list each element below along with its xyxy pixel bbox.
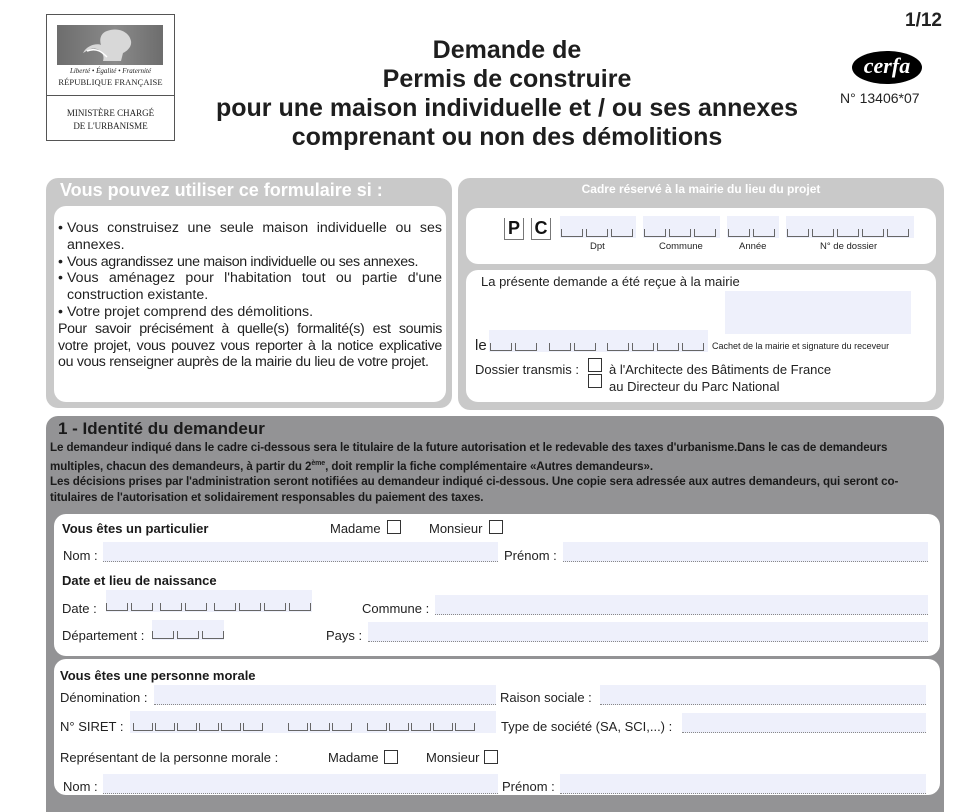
- mairie-frame-title: Cadre réservé à la mairie du lieu du projet: [581, 182, 821, 196]
- eligibility-box: [46, 178, 452, 408]
- raison-sociale-input[interactable]: [600, 685, 926, 705]
- title-line-2: Permis de construire: [382, 65, 632, 93]
- denomination-input[interactable]: [154, 685, 496, 705]
- eligibility-bullet: • Vous aménagez pour l'habitation tout ou partie d'une construction existante.: [58, 270, 442, 304]
- representant-prenom-input[interactable]: [560, 774, 926, 794]
- dpt-label: Dpt: [590, 241, 605, 252]
- commune-label: Commune :: [362, 601, 430, 616]
- logo-motto: Liberté • Égalité • Fraternité: [69, 67, 152, 75]
- commune-code-label: Commune: [659, 241, 703, 252]
- transmis-abf-checkbox[interactable]: [588, 358, 602, 372]
- desc-part-1: Le demandeur indiqué dans le cadre ci-dessous sera le titulaire de la future autorisation et le redevable des taxes d'urbanisme.Dans le cas de demandeurs multiples, chacun des demandeurs, à partir du 2: [50, 441, 888, 473]
- departement-label: Département :: [62, 628, 145, 643]
- representant-madame-label: Madame: [328, 750, 379, 765]
- transmis-parc-label: au Directeur du Parc National: [609, 379, 780, 394]
- reception-panel: [466, 270, 936, 402]
- birth-date-field[interactable]: [106, 590, 312, 612]
- commune-code-field[interactable]: [643, 216, 720, 238]
- madame-label: Madame: [330, 521, 381, 536]
- transmis-abf-label: à l'Architecte des Bâtiments de France: [609, 362, 832, 377]
- type-societe-label: Type de société (SA, SCI,...) :: [501, 719, 673, 734]
- dpt-field[interactable]: [560, 216, 636, 238]
- representant-monsieur-label: Monsieur: [426, 750, 480, 765]
- desc-superscript: ème: [311, 459, 326, 467]
- monsieur-checkbox[interactable]: [489, 520, 503, 534]
- representant-label: Représentant de la personne morale :: [60, 750, 279, 765]
- dossier-number-label: N° de dossier: [820, 241, 878, 252]
- morale-heading: Vous êtes une personne morale: [60, 668, 256, 683]
- marianne-icon: [57, 25, 163, 65]
- title-line-4: comprenant ou non des démolitions: [291, 123, 723, 151]
- transmis-label: Dossier transmis :: [475, 362, 580, 377]
- title-line-1: Demande de: [432, 36, 582, 64]
- received-text: La présente demande a été reçue à la mairie: [481, 274, 740, 289]
- type-societe-input[interactable]: [682, 713, 926, 733]
- date-label: Date :: [62, 601, 97, 616]
- cerfa-number: N° 13406*07: [840, 90, 920, 106]
- section-identite-demandeur: [46, 416, 944, 812]
- monsieur-label: Monsieur: [429, 521, 483, 536]
- reception-date-field[interactable]: [489, 330, 708, 352]
- prenom-input[interactable]: [563, 542, 928, 562]
- logo-ministere: [47, 107, 174, 133]
- nom-input[interactable]: [103, 542, 498, 562]
- nom-label: Nom :: [63, 548, 98, 563]
- stamp-label: Cachet de la mairie et signature du receveur: [712, 341, 890, 351]
- raison-sociale-label: Raison sociale :: [500, 690, 592, 705]
- section-1-title: 1 - Identité du demandeur: [58, 419, 265, 438]
- particulier-panel: [54, 514, 940, 656]
- prenom-label: Prénom :: [504, 548, 557, 563]
- ministere-line-1: MINISTÈRE CHARGÉ: [66, 108, 155, 118]
- annee-label: Année: [739, 241, 767, 252]
- representant-madame-checkbox[interactable]: [384, 750, 398, 764]
- title-line-3: pour une maison individuelle et / ou ses annexes: [215, 94, 799, 122]
- pays-label: Pays :: [326, 628, 363, 643]
- form-title: [182, 36, 832, 152]
- stamp-field[interactable]: [725, 291, 911, 334]
- siret-label: N° SIRET :: [60, 719, 124, 734]
- eligibility-content: [54, 206, 446, 402]
- mairie-frame: [458, 178, 944, 410]
- particulier-heading: Vous êtes un particulier: [62, 521, 209, 536]
- cerfa-logo: cerfa: [852, 51, 922, 84]
- pc-letter-p: P: [504, 218, 524, 240]
- pc-letter-c: C: [531, 218, 551, 240]
- representant-nom-label: Nom :: [63, 779, 98, 794]
- madame-checkbox[interactable]: [387, 520, 401, 534]
- page-number: 1/12: [905, 10, 942, 31]
- representant-monsieur-checkbox[interactable]: [484, 750, 498, 764]
- le-label: le: [475, 337, 487, 354]
- pays-input[interactable]: [368, 622, 928, 642]
- transmis-parc-checkbox[interactable]: [588, 374, 602, 388]
- pc-number-panel: [466, 208, 936, 264]
- logo-divider: [47, 95, 174, 96]
- denomination-label: Dénomination :: [60, 690, 148, 705]
- republique-francaise-logo: [46, 14, 175, 141]
- logo-republique: RÉPUBLIQUE FRANÇAISE: [58, 77, 163, 87]
- siret-field[interactable]: [130, 711, 496, 733]
- eligibility-bullet: • Vous agrandissez une maison individuelle ou ses annexes.: [58, 254, 442, 271]
- representant-nom-input[interactable]: [103, 774, 498, 794]
- next-section-edge: [46, 804, 944, 812]
- eligibility-bullet: • Votre projet comprend des démolitions.: [58, 304, 442, 321]
- desc-part-2: , doit remplir la fiche complémentaire «Autres demandeurs».: [325, 459, 653, 473]
- dossier-number-field[interactable]: [786, 216, 914, 238]
- commune-input[interactable]: [435, 595, 928, 615]
- eligibility-bullet: • Vous construisez une seule maison individuelle ou ses annexes.: [58, 220, 442, 254]
- section-1-description: [50, 440, 940, 505]
- departement-field[interactable]: [152, 620, 224, 640]
- personne-morale-panel: [54, 659, 940, 795]
- desc-part-3: Les décisions prises par l'administration seront notifiées au demandeur indiqué ci-dessous. Une copie sera adressée aux autres demandeurs, qui seront co-titulaires de l'autorisation et solidairement responsables du paiement des taxes.: [50, 475, 899, 504]
- eligibility-note: Pour savoir précisément à quelle(s) formalité(s) est soumis votre projet, vous pouvez vous reporter à la notice explicative ou vous renseigner auprès de la mairie du lieu de votre projet.: [58, 320, 442, 371]
- annee-field[interactable]: [727, 216, 779, 238]
- ministere-line-2: DE L'URBANISME: [73, 121, 148, 131]
- birth-heading: Date et lieu de naissance: [62, 573, 217, 588]
- representant-prenom-label: Prénom :: [502, 779, 555, 794]
- eligibility-title: Vous pouvez utiliser ce formulaire si :: [60, 180, 383, 200]
